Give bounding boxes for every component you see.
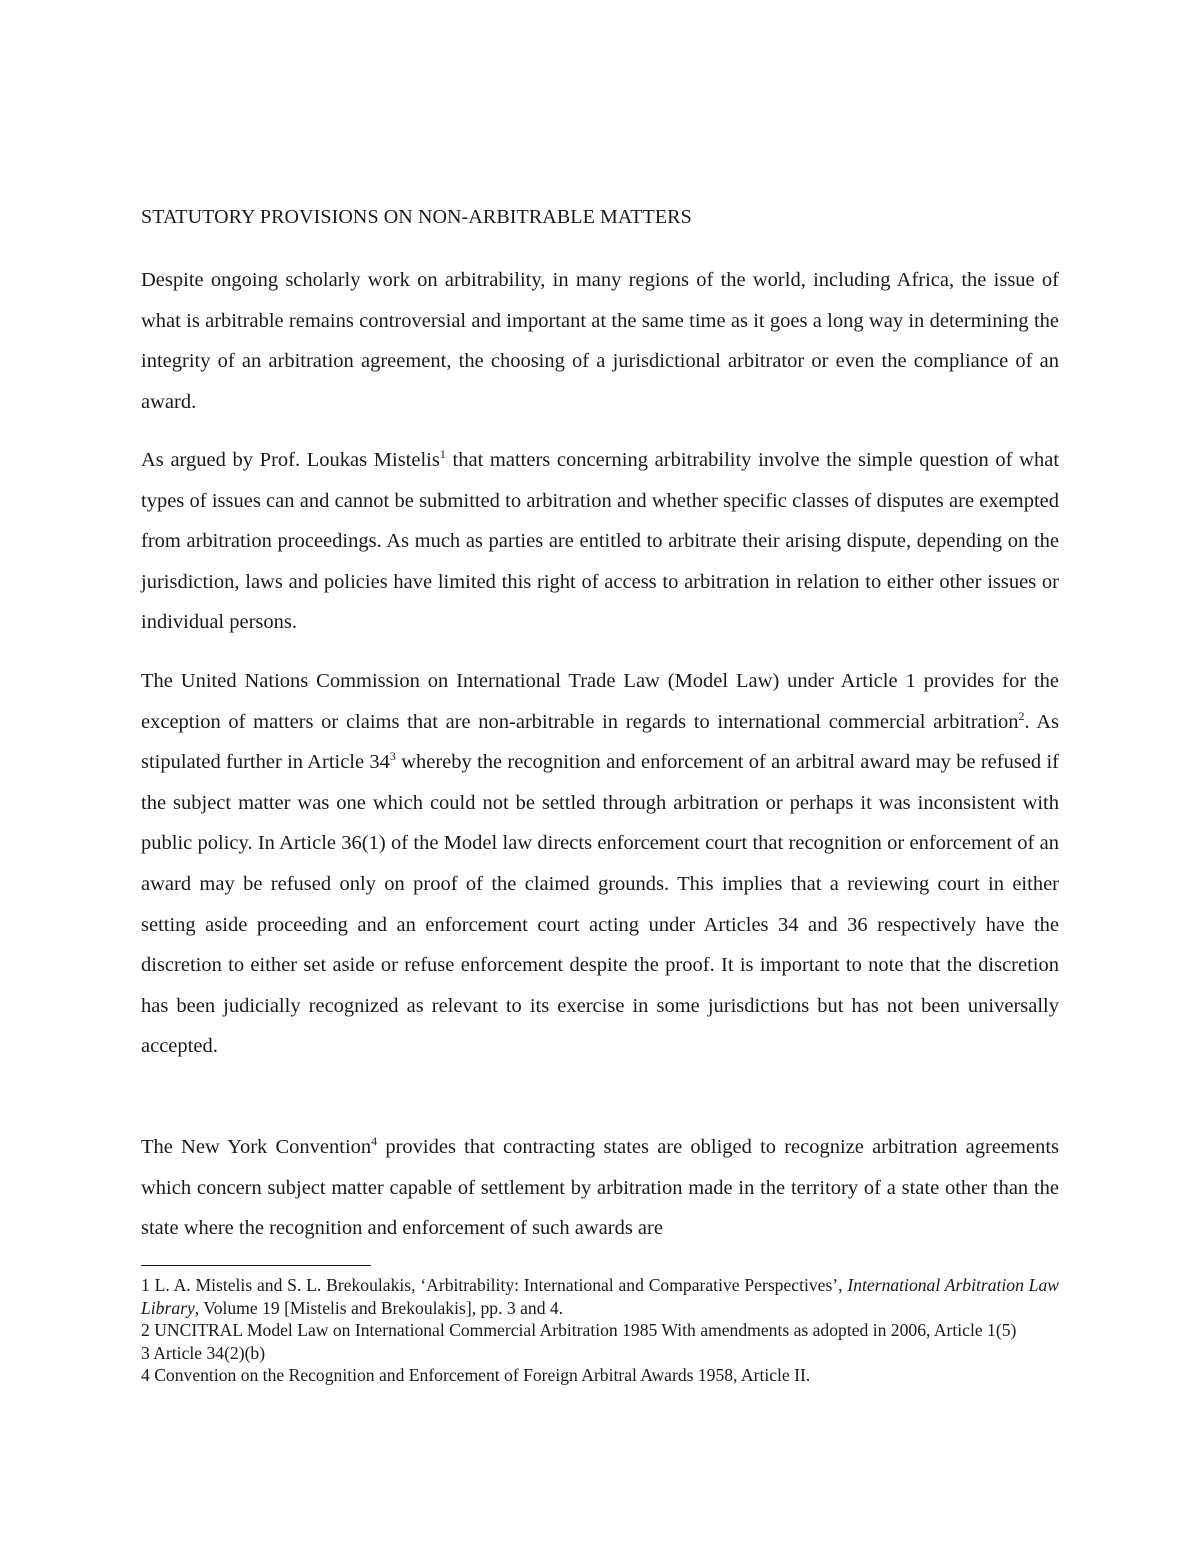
footnote-1-text-a: 1 L. A. Mistelis and S. L. Brekoulakis, ‘Arbitrability: International and Comparative Perspectives’, xyxy=(141,1275,848,1295)
paragraph-mistelis-text-a: As argued by Prof. Loukas Mistelis xyxy=(141,449,440,471)
footnote-1-italic-title: International Arbitration Law Library xyxy=(141,1275,1059,1318)
paragraph-intro xyxy=(141,260,1059,422)
footnotes-section xyxy=(141,1274,1059,1387)
document-heading: STATUTORY PROVISIONS ON NON-ARBITRABLE MATTERS xyxy=(141,206,692,228)
footnote-ref-2[interactable]: 2 xyxy=(1018,708,1025,723)
footnote-1-text-b: , Volume 19 [Mistelis and Brekoulakis], pp. 3 and 4. xyxy=(194,1297,564,1318)
paragraph-model-law-text-b: . As stipulated further in Article 34 xyxy=(141,710,1059,774)
footnote-2: 2 UNCITRAL Model Law on International Commercial Arbitration 1985 With amendments as adopted in 2006, Article 1(5) xyxy=(141,1320,1017,1341)
footnote-separator xyxy=(141,1265,371,1266)
paragraph-mistelis xyxy=(141,440,1059,643)
footnote-ref-4[interactable]: 4 xyxy=(371,1134,378,1149)
footnote-ref-1[interactable]: 1 xyxy=(439,447,446,462)
footnote-4: 4 Convention on the Recognition and Enforcement of Foreign Arbitral Awards 1958, Article II. xyxy=(141,1365,811,1386)
footnote-1 xyxy=(141,1274,1059,1319)
paragraph-model-law-text-a: The United Nations Commission on International Trade Law (Model Law) under Article 1 provides for the exception of matters or claims that are non-arbitrable in regards to international commercial arbitration xyxy=(141,670,1059,733)
footnote-ref-3[interactable]: 3 xyxy=(389,749,396,764)
paragraph-nyc-text-b: provides that contracting states are obliged to recognize arbitration agreements which concern subject matter capable of settlement by arbitration made in the territory of a state other than the state where the recognition and enforcement of such awards are xyxy=(141,1136,1059,1240)
paragraph-model-law-text-c: whereby the recognition and enforcement of an arbitral award may be refused if the subject matter was one which could not be settled through arbitration or perhaps it was inconsistent with public policy. In Article 36(1) of the Model law directs enforcement court that recognition or enforcement of an award may be refused only on proof of the claimed grounds. This implies that a reviewing court in either setting aside proceeding and an enforcement court acting under Articles 34 and 36 respectively have the discretion to either set aside or refuse enforcement despite the proof. It is important to note that the discretion has been judicially recognized as relevant to its exercise in some jurisdictions but has not been universally accepted. xyxy=(141,751,1059,1058)
paragraph-new-york-convention xyxy=(141,1127,1059,1249)
paragraph-mistelis-text-b: that matters concerning arbitrability involve the simple question of what types of issues can and cannot be submitted to arbitration and whether specific classes of disputes are exempted from arbitration proceedings. As much as parties are entitled to arbitrate their arising dispute, depending on the jurisdiction, laws and policies have limited this right of access to arbitration in relation to either other issues or individual persons. xyxy=(141,449,1060,634)
paragraph-intro-text: Despite ongoing scholarly work on arbitrability, in many regions of the world, including Africa, the issue of what is arbitrable remains controversial and important at the same time as it goes a long way in determining the integrity of an arbitration agreement, the choosing of a jurisdictional arbitrator or even the compliance of an award. xyxy=(141,269,1059,413)
paragraph-model-law xyxy=(141,661,1059,1067)
footnote-3: 3 Article 34(2)(b) xyxy=(141,1342,266,1363)
paragraph-nyc-text-a: The New York Convention xyxy=(141,1136,372,1158)
